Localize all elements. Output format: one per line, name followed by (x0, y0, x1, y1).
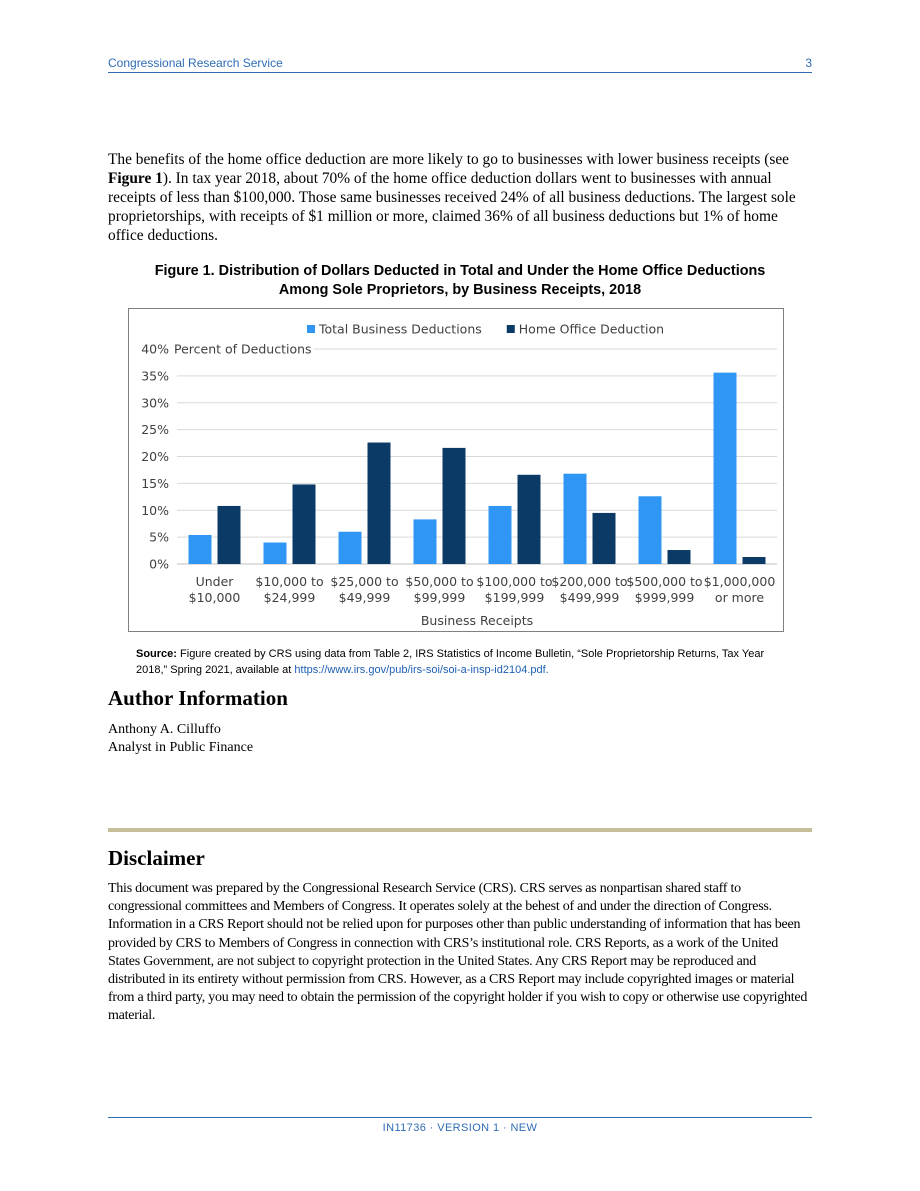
bar-home-office-0 (218, 506, 241, 564)
bar-home-office-4 (518, 475, 541, 564)
header-rule (108, 72, 812, 73)
legend-swatch-0 (307, 325, 315, 333)
x-tick-label: $50,000 to (405, 574, 474, 589)
x-tick-label: $24,999 (263, 590, 316, 605)
bar-home-office-2 (368, 443, 391, 564)
legend-label: Total Business Deductions (319, 321, 482, 337)
x-tick-label: $10,000 (188, 590, 241, 605)
y-tick-label: 0% (149, 556, 169, 572)
x-tick-label: $25,000 to (330, 574, 399, 589)
x-tick-label: $200,000 to (551, 574, 628, 589)
figure-1-link[interactable]: Figure 1 (108, 170, 163, 187)
y-tick-label: 20% (141, 449, 169, 464)
x-tick-label: $500,000 to (626, 574, 703, 589)
author-name: Anthony A. Cilluffo (108, 722, 221, 737)
source-label: Source: (136, 648, 177, 660)
intro-text-2: ). In tax year 2018, about 70% of the home office deduction dollars went to businesses with annual receipts of less than $100,000. Those same businesses received 24% of all business deductions. The largest sole proprietorships, with receipts of $1 million or more, claimed 36% of all business deductions but 1% of home office deductions. (108, 170, 796, 244)
x-tick-label: $499,999 (559, 590, 620, 605)
x-tick-label: $100,000 to (476, 574, 553, 589)
figure-title (108, 262, 812, 300)
y-tick-label: 5% (149, 529, 169, 545)
bar-total-2 (339, 532, 362, 564)
y-tick-label: 15% (141, 475, 169, 491)
y-tick-label: 25% (141, 422, 169, 438)
bar-home-office-7 (743, 557, 766, 564)
bar-total-7 (714, 373, 737, 564)
section-divider (108, 828, 812, 832)
author-title: Analyst in Public Finance (108, 740, 254, 755)
bar-total-6 (639, 496, 662, 564)
bar-total-0 (189, 535, 212, 564)
figure-title-line-1: Figure 1. Distribution of Dollars Deducted in Total and Under the Home Office Deductions (154, 263, 766, 279)
bar-total-4 (489, 506, 512, 564)
footer-rule (108, 1117, 812, 1118)
y-tick-label: 30% (141, 395, 169, 411)
author-heading: Author Information (108, 686, 288, 710)
bar-total-3 (414, 519, 437, 564)
header-org: Congressional Research Service (108, 56, 283, 70)
source-text: Figure created by CRS using data from Table 2, IRS Statistics of Income Bulletin, “Sole Proprietorship Returns, Tax Year 2018,” Spring 2021, available at (136, 648, 765, 676)
x-tick-label: Under (195, 574, 234, 589)
x-tick-label: $49,999 (338, 590, 391, 605)
bar-chart (129, 309, 785, 633)
x-tick-label: or more (714, 590, 765, 605)
source-link[interactable]: https://www.irs.gov/pub/irs-soi/soi-a-insp-id2104.pdf. (294, 664, 549, 676)
x-axis-label: Business Receipts (420, 613, 534, 628)
y-tick-label: 40% (141, 341, 169, 357)
x-tick-label: $199,999 (484, 590, 545, 605)
x-tick-label: $10,000 to (255, 574, 324, 589)
x-tick-label: $1,000,000 (703, 574, 776, 589)
bar-total-1 (264, 543, 287, 565)
figure-source (136, 646, 796, 678)
x-tick-label: $999,999 (634, 590, 695, 605)
intro-text-1: The benefits of the home office deduction are more likely to go to businesses with lower business receipts (see (108, 151, 789, 168)
x-tick-label: $99,999 (413, 590, 466, 605)
page-number: 3 (805, 56, 812, 70)
bar-home-office-6 (668, 550, 691, 564)
bar-home-office-5 (593, 513, 616, 564)
y-axis-label: Percent of Deductions (174, 341, 312, 357)
disclaimer-heading: Disclaimer (108, 846, 205, 870)
bar-home-office-1 (293, 484, 316, 564)
footer-version: IN11736 · VERSION 1 · NEW (382, 1122, 538, 1134)
y-tick-label: 35% (141, 368, 169, 384)
figure-title-line-2: Among Sole Proprietors, by Business Receipts, 2018 (278, 282, 642, 298)
chart-container (128, 308, 784, 632)
intro-paragraph (108, 150, 812, 245)
bar-total-5 (564, 474, 587, 564)
legend-swatch-1 (507, 325, 515, 333)
bar-home-office-3 (443, 448, 466, 564)
y-tick-label: 10% (141, 502, 169, 518)
legend-label: Home Office Deduction (518, 321, 665, 337)
disclaimer-text: This document was prepared by the Congressional Research Service (CRS). CRS serves as nonpartisan shared staff to congressional committees and Members of Congress. It operates solely at the behest of and under the direction of Congress. Information in a CRS Report should not be relied upon for purposes other than public understanding of information that has been provided by CRS to Members of Congress in connection with CRS’s institutional role. CRS Reports, as a work of the United States Government, are not subject to copyright protection in the United States. Any CRS Report may be reproduced and distributed in its entirety without permission from CRS. However, as a CRS Report may include copyrighted images or material from a third party, you may need to obtain the permission of the copyright holder if you wish to copy or otherwise use copyrighted material. (108, 881, 808, 1024)
